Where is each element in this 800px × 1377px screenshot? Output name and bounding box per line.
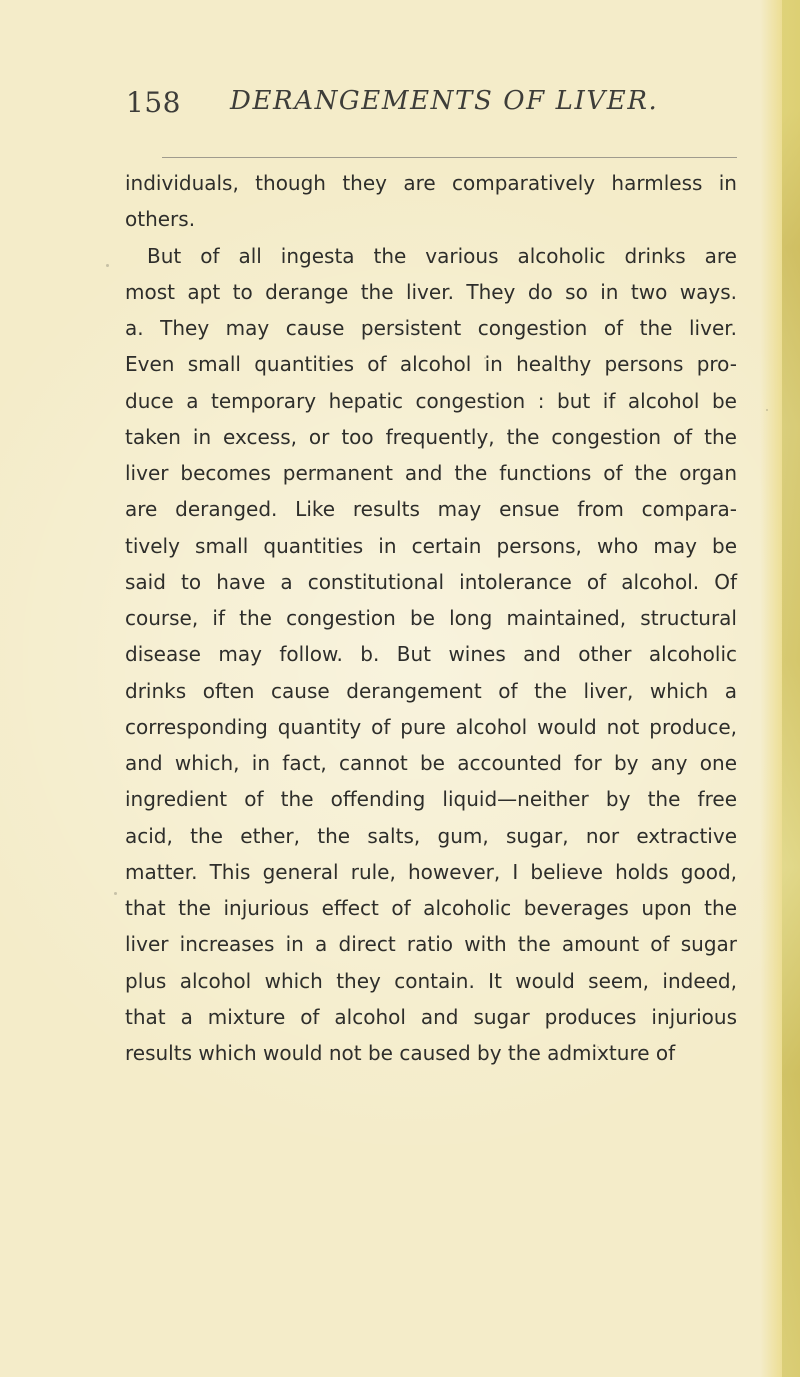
text-line: duce a temporary hepatic congestion : but if alcohol be — [125, 388, 737, 413]
text-line: But of all ingesta the various alcoholic drinks are — [147, 243, 737, 268]
text-line: course, if the congestion be long maintained, structural — [125, 606, 737, 630]
paper-speck — [484, 357, 486, 359]
text-line: a. They may cause persistent congestion of the liver. — [125, 316, 737, 340]
text-line: plus alcohol which they contain. It would seem, indeed, — [125, 968, 737, 993]
page-header — [126, 86, 736, 162]
text-line: that a mixture of alcohol and sugar produces injurious — [125, 1004, 737, 1029]
paper-speck — [766, 409, 768, 411]
running-title: DERANGEMENTS OF LIVER. — [230, 86, 659, 116]
page-number: 158 — [126, 86, 181, 119]
text-line: ingredient of the offending liquid—neither by the free — [125, 787, 737, 812]
text-line: most apt to derange the liver. They do so in two ways. — [125, 279, 737, 304]
text-line: tively small quantities in certain persons, who may be — [125, 533, 737, 558]
text-line: Even small quantities of alcohol in healthy persons pro- — [125, 352, 737, 377]
body-text — [125, 165, 737, 1071]
text-line: liver increases in a direct ratio with the amount of sugar — [125, 932, 737, 957]
text-line: said to have a constitutional intolerance of alcohol. Of — [125, 569, 737, 594]
paper-speck — [597, 1046, 599, 1048]
text-line: are deranged. Like results may ensue from compara- — [125, 497, 737, 522]
text-line: corresponding quantity of pure alcohol would not produce, — [125, 714, 737, 739]
text-line: liver becomes permanent and the functions of the organ — [125, 461, 737, 485]
text-line: drinks often cause derangement of the liver, which a — [125, 678, 737, 703]
text-line: individuals, though they are comparatively harmless in — [125, 171, 737, 195]
page-edge — [782, 0, 800, 1377]
text-line: matter. This general rule, however, I believe holds good, — [125, 859, 737, 884]
text-line: results which would not be caused by the admixture of — [125, 1041, 676, 1065]
paper-speck — [114, 892, 117, 895]
text-line: that the injurious effect of alcoholic beverages upon the — [125, 896, 737, 920]
text-line: others. — [125, 207, 196, 232]
text-line: acid, the ether, the salts, gum, sugar, nor extractive — [125, 823, 737, 848]
header-rule — [162, 157, 737, 158]
paper-speck — [106, 264, 109, 267]
text-line: and which, in fact, cannot be accounted for by any one — [125, 751, 737, 775]
text-line: taken in excess, or too frequently, the congestion of the — [125, 424, 737, 449]
text-line: disease may follow. b. But wines and other alcoholic — [125, 642, 737, 667]
